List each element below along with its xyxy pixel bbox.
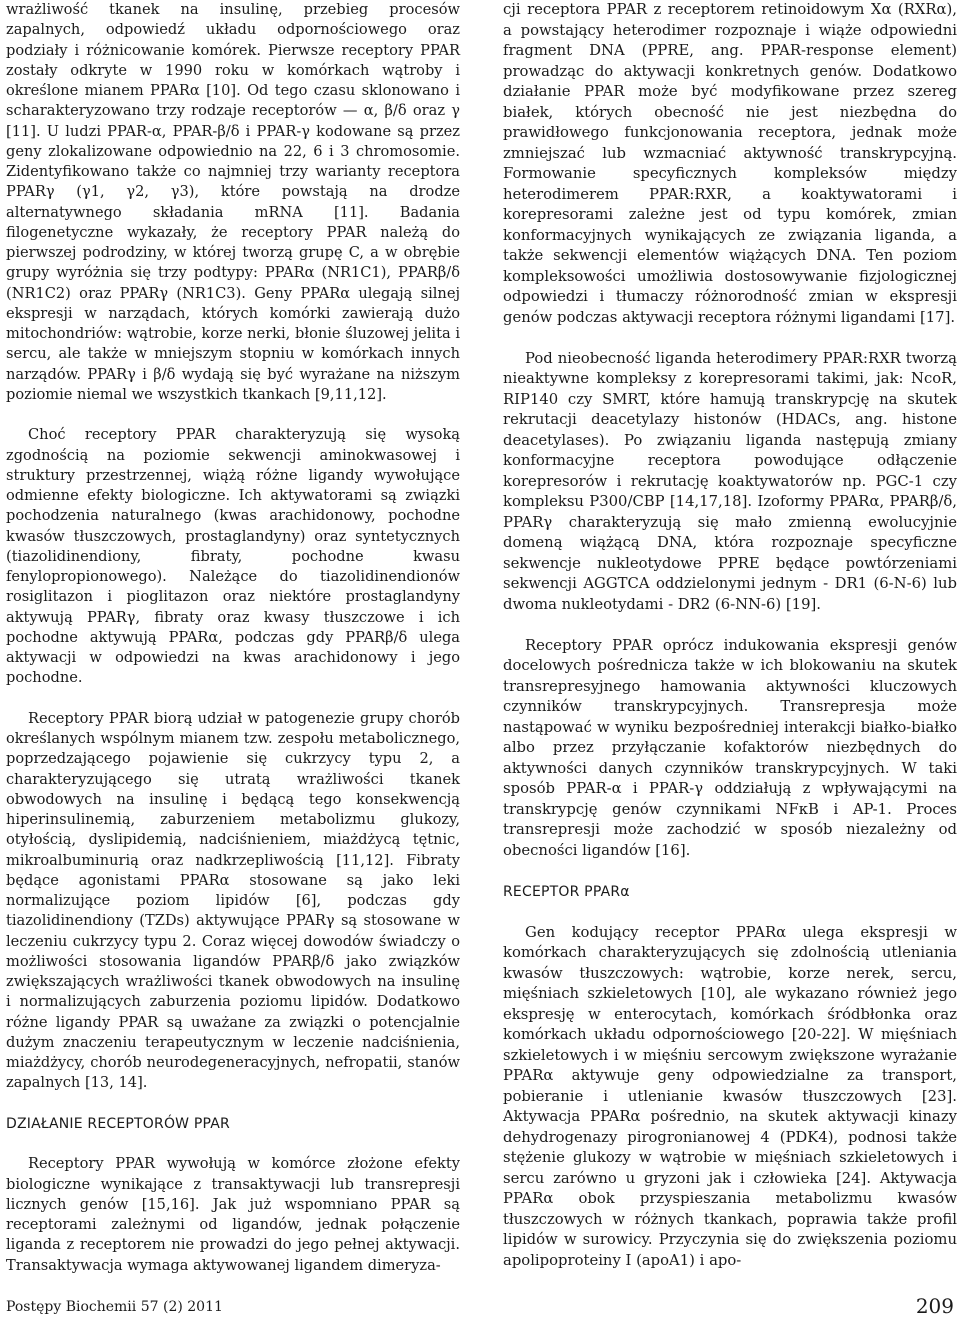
- journal-footer: Postępy Biochemii 57 (2) 2011: [6, 1299, 223, 1315]
- page-number: 209: [915, 1294, 954, 1318]
- paragraph-ppar-effects: Receptory PPAR wywołują w komórce złożone efekty biologiczne wynikające z transaktywacji lub transrepresji licznych genów [15,16]. Jak już wspomniano PPAR są receptorami zależnymi od ligandów, jednak połączenie liganda z receptorem nie prowadzi do jego pełnej aktywacji. Transaktywacja wymaga aktywowanej ligandem dimeryza-: [6, 1155, 460, 1274]
- paragraph-dimerization: cji receptora PPAR z receptorem retinoidowym Xα (RXRα), a powstający heterodimer rozpoznaje i wiąże odpowiedni fragment DNA (PPRE, ang. PPAR-response element) prowadząc do aktywacji konkretnych genów. Dodatkowo działanie PPAR może być modyfikowane przez szereg białek, których obecność nie jest niezbędna do prawidłowego funkcjonowania receptora, jednak może zmniejszać lub wzmacniać aktywność transkrypcyjną. Formowanie specyficznych kompleksów między heterodimerem PPAR:RXR, a koaktywatorami i korepresorami zależne jest od typu komórek, zmian konformacyjnych wynikających ze związania liganda, a także sekwencji elementów wiążących DNA. Ten poziom kompleksowości umożliwia dostosowywanie fizjologicznej odpowiedzi i tłumaczy różnorodność zmian w ekspresji genów podczas aktywacji receptora różnymi ligandami [17].: [503, 1, 957, 326]
- right-column: [503, 0, 957, 1271]
- paragraph-corepressors: Pod nieobecność liganda heterodimery PPAR:RXR tworzą nieaktywne kompleksy z korepresorami takimi, jak: NcoR, RIP140 czy SMRT, które hamują transkrypcję na skutek rekrutacji deacetylazy histonów (HDACs, ang. histone deacetylases). Po związaniu liganda następują zmiany konformacyjne receptora powodujące odłączenie korepresorów i rekrutację koaktywatorów np. PGC-1 czy kompleksu P300/CBP [14,17,18]. Izoformy PPARα, PPARβ/δ, PPARγ charakteryzują się mało zmienną ewolucyjnie domeną wiążącą DNA, która rozpoznaje specyficzne sekwencje nukleotydowe PPRE będące powtórzeniami sekwencji AGGTCA oddzielonymi jednym - DR1 (6-N-6) lub dwoma nukleotydami - DR2 (6-NN-6) [19].: [503, 349, 957, 613]
- paragraph-ppar-alpha-expression: Gen kodujący receptor PPARα ulega ekspresji w komórkach charakteryzujących się zdolnością utleniania kwasów tłuszczowych: wątrobie, korze nerek, sercu, mięśniach szkieletowych [10], ale wykazano również jego ekspresję w enterocytach, komórkach śródbłonka oraz komórkach układu odpornościowego [20-22]. W mięśniach szkieletowych i w mięśniu sercowym zwiększone wyrażanie PPARα aktywuje geny odpowiedzialne za transport, pobieranie i utlenianie kwasów tłuszczowych [23]. Aktywacja PPARα pośrednio, na skutek aktywacji kinazy dehydrogenazy pirogronianowej 4 (PDK4), podnosi także stężenie glukozy w wątrobie w mięśniach szkieletowych i sercu zarówno u gryzoni jak i człowieka [24]. Aktywacja PPARα obok przyspieszania metabolizmu kwasów tłuszczowych w różnych tkankach, poprawia także profil lipidów w surowicy. Przyczynia się do zwiększenia poziomu apolipoproteiny I (apoA1) i apo-: [503, 923, 957, 1269]
- section-heading-dzialanie: DZIAŁANIE RECEPTORÓW PPAR: [6, 1115, 230, 1132]
- paragraph-ppar-pathogenesis: Receptory PPAR biorą udział w patogenezie grupy chorób określanych wspólnym mianem tzw. zespołu metabolicznego, poprzedzającego pojawienie się cukrzycy typu 2, a charakteryzującego się utratą wrażliwości tkanek obwodowych na insulinę i będącą tego konsekwencją hiperinsulinemią, zaburzeniem metabolizmu glukozy, otyłością, dyslipidemią, nadciśnieniem, miażdżycą tętnic, mikroalbuminurią oraz nadkrzepliwością [11,12]. Fibraty będące agonistami PPARα stosowane są jako leki normalizujące poziom lipidów [6], podczas gdy tiazolidinendiony (TZDs) aktywujące PPARγ są stosowane w leczeniu cukrzycy typu 2. Coraz więcej dowodów świadczy o możliwości stosowania ligandów PPARβ/δ jako związków zwiększających wrażliwości tkanek obwodowych na insulinę i normalizujących zaburzenia poziomu lipidów. Dodatkowo różne ligandy PPAR są uważane za związki o potencjalnie dużym znaczeniu terapeutycznym w leczenie nadciśnienia, miażdżycy, chorób neurodegeneracyjnych, nefropatii, stanów zapalnych [13, 14].: [6, 709, 460, 1092]
- left-column: [6, 0, 460, 1276]
- paragraph-ppar-ligands: Choć receptory PPAR charakteryzują się wysoką zgodnością na poziomie sekwencji aminokwasowej i struktury przestrzennej, wiążą różne ligandy wywołujące odmienne efekty biologiczne. Ich aktywatorami są związki pochodzenia naturalnego (kwas arachidonowy, pochodne kwasów tłuszczowych, prostaglandyny) oraz syntetycznych (tiazolidinendiony, fibraty, pochodne kwasu fenylopropionowego). Należące do tiazolidinendionów rosiglitazon i pioglitazon oraz niektóre prostaglandyny aktywują PPARγ, fibraty oraz kwasy tłuszczowe i ich pochodne aktywują PPARα, podczas gdy PPARβ/δ ulega aktywacji w odpowiedzi na kwas arachidonowy i jego pochodne.: [6, 426, 460, 687]
- paragraph-ppar-intro: wrażliwość tkanek na insulinę, przebieg procesów zapalnych, odpowiedź układu odpornościowego oraz podziały i różnicowanie komórek. Pierwsze receptory PPAR zostały odkryte w 1990 roku w komórkach wątroby i określone mianem PPARα [10]. Od tego czasu sklonowano i scharakteryzowano trzy rodzaje receptorów — α, β/δ oraz γ [11]. U ludzi PPAR-α, PPAR-β/δ i PPAR-γ kodowane są przez geny zlokalizowane odpowiednio na 22, 6 i 3 chromosomie. Zidentyfikowano także co najmniej trzy warianty receptora PPARγ (γ1, γ2, γ3), które powstają na drodze alternatywnego składania mRNA [11]. Badania filogenetyczne wykazały, że receptory PPAR należą do pierwszej podrodziny, w której tworzą grupę C, a w obrębie grupy wyróżnia się trzy podtypy: PPARα (NR1C1), PPARβ/δ (NR1C2) oraz PPARγ (NR1C3). Geny PPARα ulegają silnej ekspresji w narządach, których komórki zawierają dużo mitochondriów: wątrobie, korze nerki, błonie śluzowej jelita i sercu, ale także w mniejszym stopniu w komórkach innych narządów. PPARγ i β/δ wydają się być wyrażane na niższym poziomie niemal we wszystkich tkankach [9,11,12].: [6, 1, 460, 403]
- paragraph-transrepression: Receptory PPAR oprócz indukowania ekspresji genów docelowych pośrednicza także w ich blokowaniu na skutek transrepresyjnego hamowania aktywności kluczowych czynników transkrypcyjnych. Transrepresja może nastąpować w wyniku bezpośredniej interakcji białko-białko albo przez przyłączanie kofaktorów niezbędnych do aktywności danych czynników transkrypcyjnych. W taki sposób PPAR-α i PPAR-γ oddziałują z wpływającymi na transkrypcję genów czynnikami NFκB i AP-1. Proces transrepresji może zachodzić w sposób niezależny od obecności ligandów [16].: [503, 636, 957, 859]
- section-heading-receptor-alpha: RECEPTOR PPARα: [503, 883, 630, 900]
